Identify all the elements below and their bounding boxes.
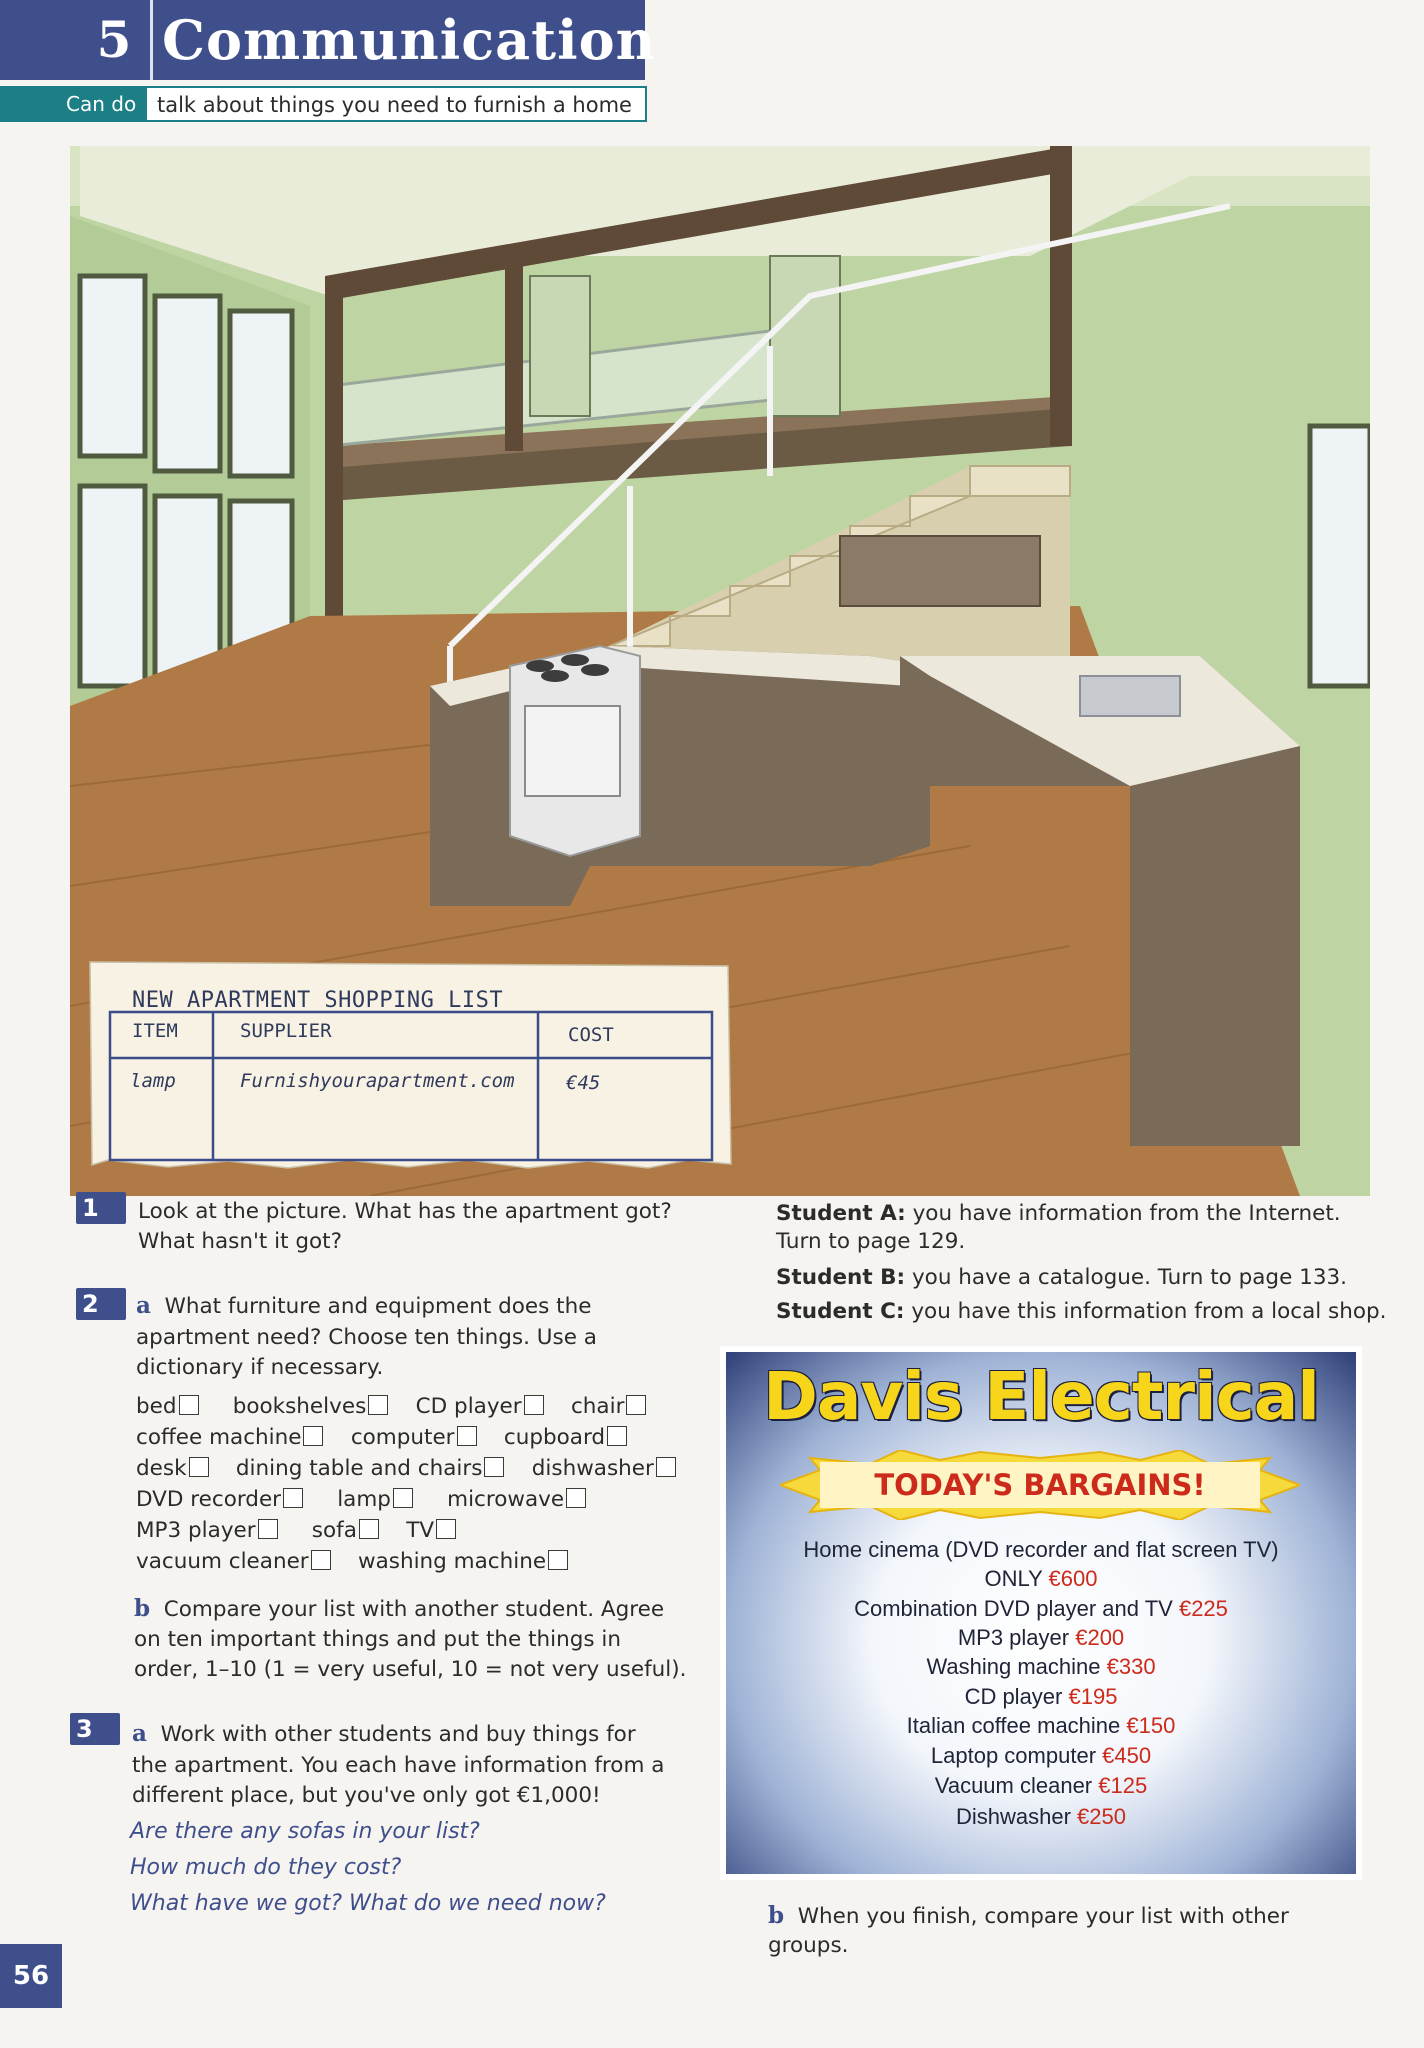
ad-offer-price: €200 [1075, 1625, 1125, 1650]
checklist-row-5 [136, 1515, 456, 1546]
student-b-text: you have a catalogue. Turn to page 133. [905, 1265, 1348, 1290]
ad-offer-name: ONLY [984, 1566, 1049, 1591]
student-c-label: Student C: [776, 1299, 905, 1324]
ad-offer-mp3-player [726, 1623, 1356, 1652]
exercise-3a-letter: a [132, 1720, 147, 1747]
item-dishwasher-label: dishwasher [531, 1456, 654, 1481]
item-computer-label: computer [350, 1425, 455, 1450]
shopping-list-item-cell: lamp [130, 1070, 176, 1092]
ad-offer-name: Dishwasher [956, 1804, 1078, 1829]
item-desk-label: desk [136, 1456, 187, 1481]
student-a-turn: Turn to page 129. [776, 1229, 966, 1254]
can-do-text: talk about things you need to furnish a home [145, 86, 647, 122]
ad-offer-name: MP3 player [957, 1625, 1076, 1650]
item-dvd-recorder-label: DVD recorder [136, 1487, 282, 1512]
item-tv-label: TV [406, 1518, 435, 1543]
item-bookshelves-checkbox[interactable] [368, 1395, 388, 1415]
ad-offer-cd-player [726, 1682, 1356, 1711]
exercise-2b-letter: b [134, 1595, 151, 1622]
ad-offer-combination [726, 1594, 1356, 1623]
page-number: 56 [0, 1944, 62, 2008]
item-sofa-checkbox[interactable] [359, 1519, 379, 1539]
item-chair-checkbox[interactable] [626, 1395, 646, 1415]
item-washing-machine-label: washing machine [357, 1549, 547, 1574]
shopping-list-header-cost: COST [568, 1024, 614, 1046]
ad-offer-name: Home cinema (DVD recorder and flat screen TV) [803, 1537, 1279, 1562]
item-coffee-machine-checkbox[interactable] [303, 1426, 323, 1446]
exercise-2b-line-1: Compare your list with another student. Agree [163, 1597, 665, 1622]
exercise-1-line-2: What hasn't it got? [138, 1229, 343, 1254]
item-dining-table-checkbox[interactable] [484, 1457, 504, 1477]
student-a-label: Student A: [776, 1201, 906, 1226]
ad-offer-dishwasher [726, 1802, 1356, 1831]
item-sofa-label: sofa [311, 1518, 357, 1543]
exercise-2a-letter: a [136, 1292, 151, 1319]
item-cd-player-label: CD player [415, 1394, 522, 1419]
exercise-3b-line-1: When you finish, compare your list with other [797, 1904, 1289, 1929]
item-lamp-label: lamp [337, 1487, 391, 1512]
ad-offer-price: €330 [1106, 1654, 1156, 1679]
item-bookshelves-label: bookshelves [232, 1394, 367, 1419]
shopping-list-cost-cell: €45 [566, 1072, 601, 1094]
student-c-text: you have this information from a local shop. [904, 1299, 1387, 1324]
ad-offer-price: €225 [1178, 1596, 1228, 1621]
header-divider [150, 0, 153, 80]
shopping-list-supplier-cell: Furnishyourapartment.com [240, 1070, 515, 1092]
unit-number: 5 [96, 10, 132, 69]
example-question-1: Are there any sofas in your list? [130, 1819, 480, 1844]
student-b-line [776, 1262, 1347, 1293]
exercise-3a-line-3: different place, but you've only got €1,000! [132, 1783, 601, 1808]
student-a-line [776, 1198, 1341, 1229]
item-cupboard-checkbox[interactable] [607, 1426, 627, 1446]
item-dvd-recorder-checkbox[interactable] [283, 1488, 303, 1508]
item-mp3-player-label: MP3 player [136, 1518, 256, 1543]
ad-banner-text: TODAY'S BARGAINS! [874, 1468, 1206, 1502]
ad-offer-name: Vacuum cleaner [934, 1773, 1099, 1798]
item-coffee-machine-label: coffee machine [136, 1425, 302, 1450]
ad-offer-price: €125 [1098, 1773, 1148, 1798]
item-bed-label: bed [136, 1394, 177, 1419]
item-desk-checkbox[interactable] [189, 1457, 209, 1477]
ad-offer-price: €450 [1102, 1743, 1152, 1768]
item-lamp-checkbox[interactable] [393, 1488, 413, 1508]
item-cd-player-checkbox[interactable] [524, 1395, 544, 1415]
ad-offer-home-cinema [726, 1535, 1356, 1564]
item-dining-table-label: dining table and chairs [235, 1456, 483, 1481]
exercise-2b-line-2: on ten important things and put the things in [134, 1627, 622, 1652]
item-washing-machine-checkbox[interactable] [548, 1550, 568, 1570]
item-chair-label: chair [570, 1394, 625, 1419]
checklist-row-1 [136, 1391, 646, 1422]
item-vacuum-cleaner-label: vacuum cleaner [136, 1549, 309, 1574]
ad-offer-laptop [726, 1741, 1356, 1770]
checklist-row-4 [136, 1484, 586, 1515]
example-question-3: What have we got? What do we need now? [130, 1891, 606, 1916]
exercise-2a-line-1: What furniture and equipment does the [164, 1294, 592, 1319]
exercise-3b-line-2: groups. [768, 1933, 849, 1958]
student-b-label: Student B: [776, 1265, 906, 1290]
ad-offer-home-cinema-price [726, 1564, 1356, 1593]
exercise-2-number: 2 [76, 1288, 126, 1320]
item-dishwasher-checkbox[interactable] [656, 1457, 676, 1477]
unit-title: Communication [162, 8, 656, 72]
ad-offer-name: Italian coffee machine [906, 1713, 1127, 1738]
item-tv-checkbox[interactable] [436, 1519, 456, 1539]
exercise-3a-line-1: Work with other students and buy things for [160, 1722, 636, 1747]
shopping-list-header-item: ITEM [132, 1020, 178, 1042]
item-microwave-label: microwave [447, 1487, 565, 1512]
ad-offer-name: CD player [964, 1684, 1069, 1709]
exercise-2a-line-2: apartment need? Choose ten things. Use a [136, 1325, 597, 1350]
exercise-1-line-1: Look at the picture. What has the apartment got? [138, 1199, 672, 1224]
exercise-3-number: 3 [70, 1713, 120, 1745]
shopping-list-header-supplier: SUPPLIER [240, 1020, 332, 1042]
exercise-1-number: 1 [76, 1192, 126, 1224]
ad-offer-price: €150 [1126, 1713, 1176, 1738]
item-mp3-player-checkbox[interactable] [258, 1519, 278, 1539]
exercise-2b-line-3: order, 1–10 (1 = very useful, 10 = not very useful). [134, 1657, 687, 1682]
item-bed-checkbox[interactable] [179, 1395, 199, 1415]
ad-offer-name: Laptop computer [930, 1743, 1103, 1768]
exercise-2a-line-3: dictionary if necessary. [136, 1355, 384, 1380]
checklist-row-3 [136, 1453, 676, 1484]
checklist-row-2 [136, 1422, 627, 1453]
item-computer-checkbox[interactable] [457, 1426, 477, 1446]
student-c-line [776, 1296, 1387, 1327]
item-microwave-checkbox[interactable] [566, 1488, 586, 1508]
exercise-3a-line-2: the apartment. You each have information from a [132, 1753, 665, 1778]
ad-offer-name: Combination DVD player and TV [854, 1596, 1179, 1621]
ad-offer-name: Washing machine [926, 1654, 1107, 1679]
ad-offer-washing-machine [726, 1652, 1356, 1681]
ad-offer-price: €600 [1048, 1566, 1098, 1591]
item-vacuum-cleaner-checkbox[interactable] [311, 1550, 331, 1570]
item-cupboard-label: cupboard [503, 1425, 606, 1450]
ad-brand-name: Davis Electrical [763, 1358, 1319, 1435]
can-do-label: Can do [0, 86, 145, 122]
ad-offer-vacuum-cleaner [726, 1771, 1356, 1800]
ad-offer-coffee-machine [726, 1711, 1356, 1740]
ad-offer-price: €250 [1077, 1804, 1126, 1829]
ad-offer-price: €195 [1068, 1684, 1118, 1709]
exercise-3b-letter: b [768, 1902, 785, 1929]
example-question-2: How much do they cost? [130, 1855, 402, 1880]
student-a-text: you have information from the Internet. [905, 1201, 1341, 1226]
checklist-row-6 [136, 1546, 568, 1577]
shopping-list-title: NEW APARTMENT SHOPPING LIST [132, 988, 504, 1013]
